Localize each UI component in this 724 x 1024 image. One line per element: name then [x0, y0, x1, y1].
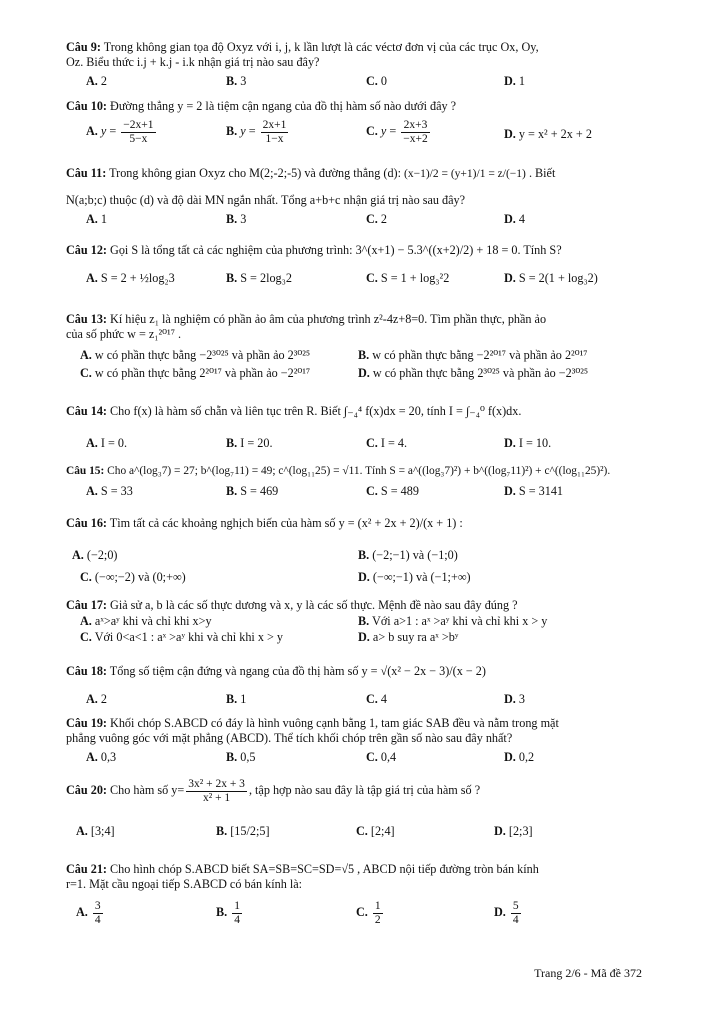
- option-d: D. y = x² + 2x + 2: [504, 127, 592, 141]
- option-c: C. S = 489: [366, 484, 419, 498]
- option-a: A. S = 2 + ½log₂3: [86, 271, 175, 285]
- option-c: C. Với 0<a<1 : aˣ >aʸ khi và chỉ khi x > y: [80, 630, 283, 644]
- question-12: Câu 12: Gọi S là tổng tất cả các nghiệm của phương trình: 3^(x+1) − 5.3^((x+2)/2) + 18 = 0. Tính S? A. S = 2 + ½log₂3 B. S = 2log₃2 C. S = 1 + log₃²2 D. S = 2(1 + log₃2): [66, 243, 598, 285]
- option-b: B. S = 469: [226, 484, 279, 498]
- option-b: B. y = $\frac{2x+1}{1-x}$: [226, 119, 287, 145]
- question-21: Câu 21: Cho hình chóp S.ABCD biết SA=SB=SC=SD=√5 , ABCD nội tiếp đường tròn bán kính r=1. Mặt cầu ngoại tiếp S.ABCD có bán kính là: A. $\frac{3}{4}$ B. $\frac{1}{4}$ C. $\frac{1}{2}$ D. $\frac{5}{4}$: [66, 862, 539, 926]
- question-text: Trong không gian tọa độ Oxyz với i, j, k lần lượt là các véctơ đơn vị của các trục Ox, Oy,: [103, 40, 539, 54]
- option-b: B. Với a>1 : aˣ >aʸ khi và chỉ khi x > y: [358, 614, 548, 628]
- question-14: Câu 14: Cho f(x) là hàm số chẵn và liên tục trên R. Biết ∫₋₄⁴ f(x)dx = 20, tính I = ∫₋₄⁰ f(x)dx. A. I = 0. B. I = 20. C. I = 4. D. I = 10.: [66, 404, 552, 450]
- option-d: D. $\frac{5}{4}$: [494, 900, 519, 926]
- option-c: C. y = $\frac{2x+3}{-x+2}$: [366, 119, 428, 145]
- option-d: D. 4: [504, 212, 525, 226]
- option-d: D. 3: [504, 692, 525, 706]
- option-c: C. (−∞;−2) và (0;+∞): [80, 570, 186, 584]
- question-number: Câu 9:: [66, 40, 101, 54]
- option-d: D. (−∞;−1) và (−1;+∞): [358, 570, 471, 584]
- option-d: D. S = 2(1 + log₃2): [504, 271, 598, 285]
- question-9: [66, 40, 684, 88]
- question-13: Câu 13: Kí hiệu z₁ là nghiệm có phần ảo âm của phương trình z²-4z+8=0. Tìm phần thực, phần ảo của số phức w = z₁²⁰¹⁷ . A. w có phần thực bằng −2³⁰²⁵ và phần ảo 2³⁰²⁵ B. w có phần thực bằng −2²⁰¹⁷ và phần ảo 2²⁰¹⁷ C. w có phần thực bằng 2²⁰¹⁷ và phần ảo −2²⁰¹⁷ D. w có phần thực bằng 2³⁰²⁵ và phần ảo −2³⁰²⁵: [66, 312, 589, 380]
- option-d: D. a> b suy ra aˣ >bʸ: [358, 630, 459, 644]
- option-b: B. (−2;−1) và (−1;0): [358, 548, 458, 562]
- question-18: Câu 18: Tổng số tiệm cận đứng và ngang của đồ thị hàm số y = √(x² − 2x − 3)/(x − 2) A. 2 B. 1 C. 4 D. 3: [66, 664, 525, 706]
- option-a: A. y = $\frac{-2x+1}{5-x}$: [86, 119, 154, 145]
- option-b: B. w có phần thực bằng −2²⁰¹⁷ và phần ảo 2²⁰¹⁷: [358, 348, 588, 362]
- option-c: C. w có phần thực bằng 2²⁰¹⁷ và phần ảo −2²⁰¹⁷: [80, 366, 311, 380]
- option-d: D. S = 3141: [504, 484, 564, 498]
- option-b: B. 0,5: [226, 750, 256, 764]
- option-d: D. 1: [504, 74, 525, 88]
- option-a: A. $\frac{3}{4}$: [76, 900, 101, 926]
- page-footer: Trang 2/6 - Mã đề 372: [534, 966, 642, 980]
- option-a: A. [3;4]: [76, 824, 115, 838]
- question-11: Câu 11: Trong không gian Oxyz cho M(2;-2;-5) và đường thẳng (d): (x−1)/2 = (y+1)/1 = z/(−1) . Biết N(a;b;c) thuộc (d) và độ dài MN ngắn nhất. Tổng a+b+c nhận giá trị nào sau đây? A. 1 B. 3 C. 2 D. 4: [66, 166, 684, 209]
- question-10: Câu 10: Đường thẳng y = 2 là tiệm cận ngang của đồ thị hàm số nào dưới đây ? A. y = $\frac{-2x+1}{5-x}$ B. y = $\frac{2x+1}{1-x}$ C. y = $\frac{2x+3}{-x+2}$ D. y = x² + 2x + 2: [66, 99, 592, 145]
- option-a: A. 0,3: [86, 750, 117, 764]
- question-text: Đường thẳng y = 2 là tiệm cận ngang của đồ thị hàm số nào dưới đây ?: [110, 99, 457, 113]
- question-text-2: N(a;b;c) thuộc (d) và độ dài MN ngắn nhất. Tổng a+b+c nhận giá trị nào sau đây?: [66, 193, 466, 208]
- option-c: C. 2: [366, 212, 387, 226]
- option-c: C. 4: [366, 692, 387, 706]
- option-b: B. 3: [226, 74, 247, 88]
- option-c: C. [2;4]: [356, 824, 395, 838]
- option-a: A. 1: [86, 212, 107, 226]
- question-20: Câu 20: Cho hàm số y= $\frac{\text{3x² + 2x + 3}}{\text{x² + 1}}$ , tập hợp nào sau đây là tập giá trị của hàm số ? A. [3;4] B. [15/2;5] C. [2;4] D. [2;3]: [66, 778, 533, 838]
- question-text-2: Oz. Biểu thức i.j + k.j - i.k nhận giá trị nào sau đây?: [66, 55, 320, 70]
- option-b: B. $\frac{1}{4}$: [216, 900, 240, 926]
- question-16: Câu 16: Tìm tất cả các khoảng nghịch biến của hàm số y = (x² + 2x + 2)/(x + 1) : A. (−2;0) B. (−2;−1) và (−1;0) C. (−∞;−2) và (0;+∞) D. (−∞;−1) và (−1;+∞): [66, 516, 471, 584]
- option-d: D. 0,2: [504, 750, 535, 764]
- option-a: A. S = 33: [86, 484, 133, 498]
- option-a: A. (−2;0): [72, 548, 118, 562]
- option-b: B. I = 20.: [226, 436, 273, 450]
- option-a: A. I = 0.: [86, 436, 128, 450]
- option-d: D. [2;3]: [494, 824, 533, 838]
- option-a: A. w có phần thực bằng −2³⁰²⁵ và phần ảo 2³⁰²⁵: [80, 348, 311, 362]
- option-a: A. aˣ>aʸ khi và chỉ khi x>y: [80, 614, 212, 628]
- option-b: B. S = 2log₃2: [226, 271, 292, 285]
- question-19: Câu 19: Khối chóp S.ABCD có đáy là hình vuông cạnh bằng 1, tam giác SAB đều và nằm trong mặt phẳng vuông góc với mặt phẳng (ABCD). Thể tích khối chóp trên gần số nào sau đây nhất? A. 0,3 B. 0,5 C. 0,4 D. 0,2: [66, 716, 559, 764]
- option-c: C. 0,4: [366, 750, 397, 764]
- option-a: A. 2: [86, 74, 107, 88]
- question-15: Câu 15: Cho a^(log₃7) = 27; b^(log₇11) = 49; c^(log₁₁25) = √11. Tính S = a^((log₃7)²) + b^((log₇11)²) + c^((log₁₁25)²). A. S = 33 B. S = 469 C. S = 489 D. S = 3141: [66, 465, 611, 498]
- option-c: C. S = 1 + log₃²2: [366, 271, 450, 285]
- option-c: C. I = 4.: [366, 436, 408, 450]
- option-b: B. 1: [226, 692, 247, 706]
- option-c: C. $\frac{1}{2}$: [356, 900, 381, 926]
- question-17: Câu 17: Giả sử a, b là các số thực dương và x, y là các số thực. Mệnh đề nào sau đây đúng ? A. aˣ>aʸ khi và chỉ khi x>y B. Với a>1 : aˣ >aʸ khi và chỉ khi x > y C. Với 0<a<1 : aˣ >aʸ khi và chỉ khi x > y D. a> b suy ra aˣ >bʸ: [66, 598, 548, 644]
- option-a: A. 2: [86, 692, 107, 706]
- option-b: B. 3: [226, 212, 247, 226]
- option-c: C. 0: [366, 74, 387, 88]
- option-d: D. I = 10.: [504, 436, 552, 450]
- option-b: B. [15/2;5]: [216, 824, 270, 838]
- option-d: D. w có phần thực bằng 2³⁰²⁵ và phần ảo −2³⁰²⁵: [358, 366, 589, 380]
